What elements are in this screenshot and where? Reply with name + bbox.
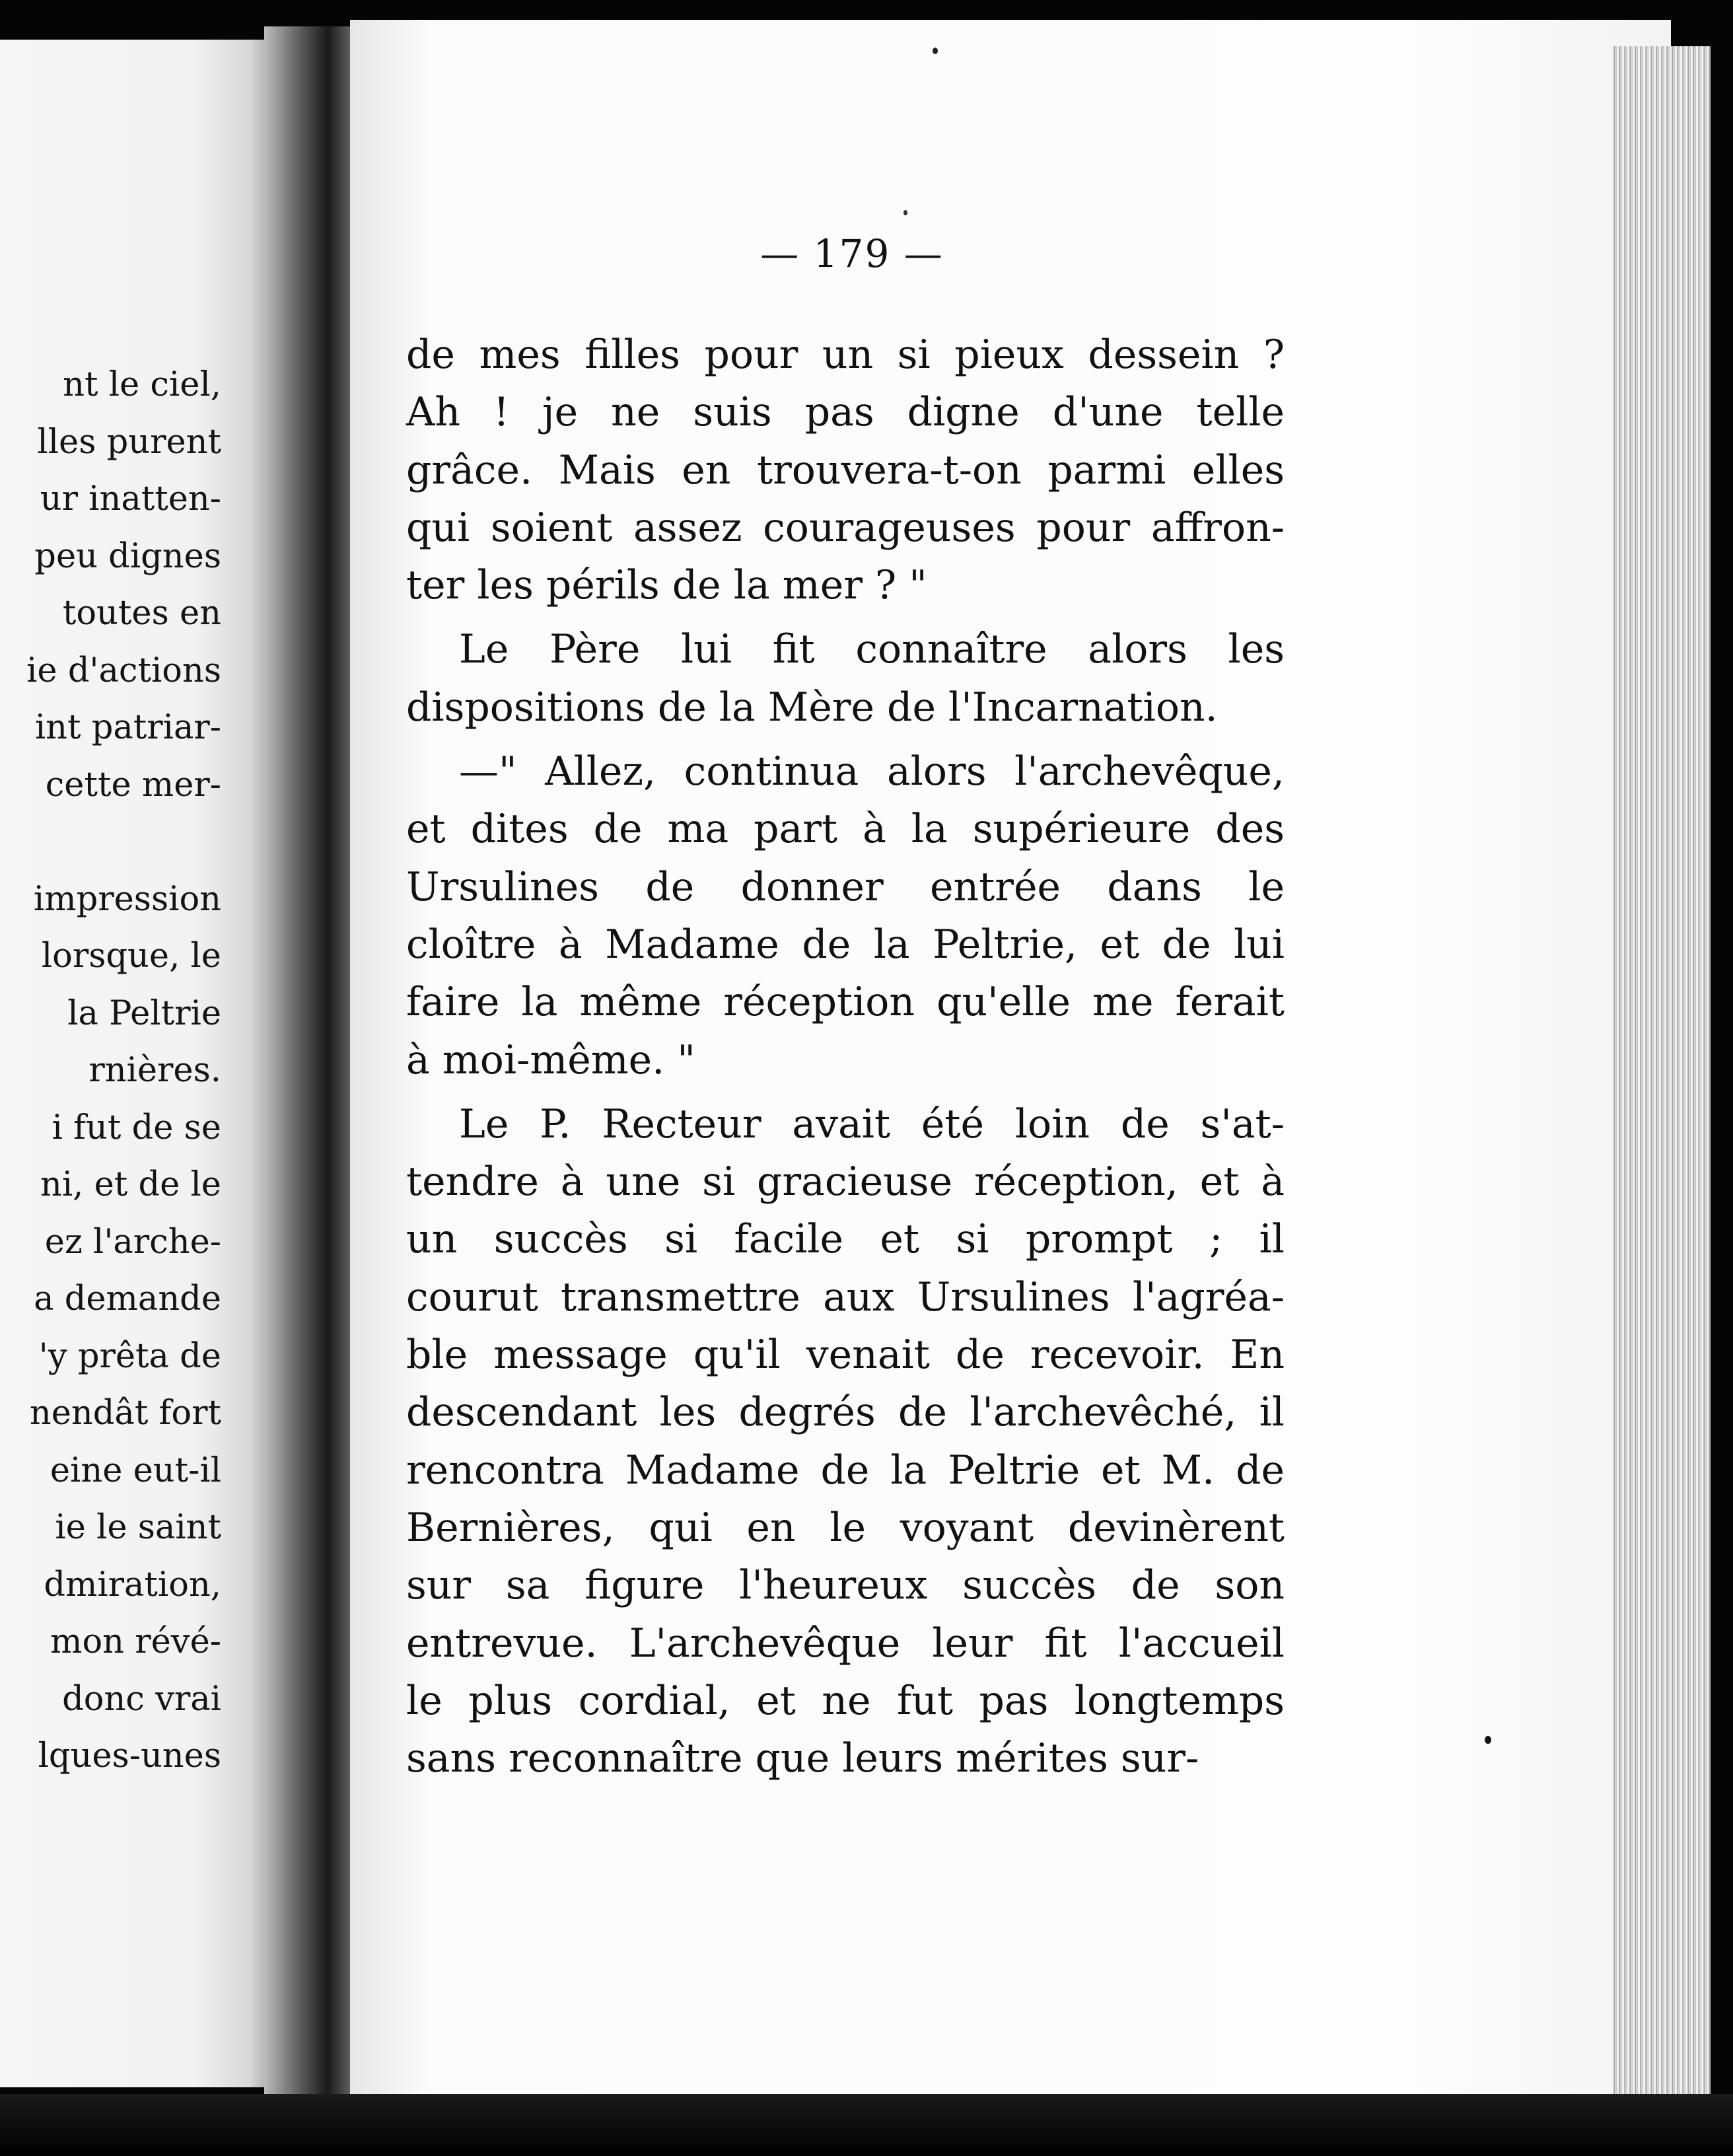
text-line: courut transmettre aux Ursulines l'agréa- bbox=[406, 1274, 1285, 1320]
left-page-line: cette mer- bbox=[45, 765, 221, 805]
left-page-gap bbox=[0, 814, 221, 871]
paragraph-gap bbox=[406, 614, 1285, 621]
text-line: à moi-même. " bbox=[406, 1036, 695, 1083]
text-line: grâce. Mais en trouvera-t-on parmi elles bbox=[406, 447, 1285, 493]
left-page-line: ie le saint bbox=[55, 1508, 221, 1547]
text-line: tendre à une si gracieuse réception, et à bbox=[406, 1159, 1285, 1205]
left-page-line: toutes en bbox=[62, 594, 221, 633]
left-page-line: ez l'arche- bbox=[44, 1222, 221, 1262]
text-line: Ursulines de donner entrée dans le bbox=[406, 863, 1285, 910]
text-line: —" Allez, continua alors l'archevêque, bbox=[459, 748, 1285, 795]
text-line: Le Père lui fit connaître alors les bbox=[459, 626, 1285, 673]
ink-speck bbox=[903, 210, 907, 215]
text-line: un succès si facile et si prompt ; il bbox=[406, 1216, 1285, 1263]
text-line: sans reconnaître que leurs mérites sur- bbox=[406, 1735, 1199, 1782]
left-page-line: mon révé- bbox=[50, 1622, 221, 1661]
text-line: descendant les degrés de l'archevêché, il bbox=[406, 1389, 1285, 1436]
paragraph-gap bbox=[406, 737, 1285, 743]
left-page-line: ie d'actions bbox=[26, 651, 221, 690]
left-page-line: int patriar- bbox=[34, 708, 221, 747]
text-line: sur sa figure l'heureux succès de son bbox=[406, 1562, 1285, 1609]
left-page-line: a demande bbox=[34, 1279, 221, 1318]
bottom-shadow bbox=[0, 2094, 1733, 2156]
text-line: faire la même réception qu'elle me ferait bbox=[406, 979, 1285, 1026]
left-page-line: dmiration, bbox=[44, 1565, 221, 1604]
left-page-line: nendât fort bbox=[29, 1394, 221, 1433]
left-page-line: donc vrai bbox=[62, 1679, 221, 1719]
text-line: rencontra Madame de la Peltrie et M. de bbox=[406, 1447, 1285, 1493]
text-line: et dites de ma part à la supérieure des bbox=[406, 806, 1285, 853]
ink-speck bbox=[933, 48, 938, 54]
left-page-line: rnières. bbox=[88, 1051, 221, 1090]
page-number: — 179 — bbox=[760, 231, 944, 276]
left-page-line: lques-unes bbox=[38, 1737, 221, 1776]
left-page-line: lles purent bbox=[37, 422, 221, 462]
left-page-line: eine eut-il bbox=[50, 1451, 221, 1490]
left-page-line: peu dignes bbox=[34, 536, 221, 576]
text-line: Le P. Recteur avait été loin de s'at- bbox=[459, 1100, 1285, 1147]
text-line: de mes filles pour un si pieux dessein ? bbox=[406, 332, 1285, 378]
text-line: Ah ! je ne suis pas digne d'une telle bbox=[406, 389, 1285, 436]
paragraph-gap bbox=[406, 1089, 1285, 1096]
body-text bbox=[406, 326, 1285, 1787]
left-page-line: nt le ciel, bbox=[63, 365, 221, 404]
left-page-line: lorsque, le bbox=[41, 937, 221, 976]
left-page-line: ni, et de le bbox=[40, 1165, 221, 1204]
left-page bbox=[0, 40, 277, 2087]
text-line: le plus cordial, et ne fut pas longtemps bbox=[406, 1677, 1285, 1724]
text-line: ter les périls de la mer ? " bbox=[406, 562, 927, 609]
left-page-line: ur inatten- bbox=[40, 480, 221, 519]
ink-speck bbox=[1485, 1736, 1491, 1744]
text-line: Bernières, qui en le voyant devinèrent bbox=[406, 1504, 1285, 1551]
left-page-line: 'y prêta de bbox=[38, 1336, 221, 1376]
text-line: qui soient assez courageuses pour affron- bbox=[406, 504, 1285, 551]
left-page-line: i fut de se bbox=[52, 1108, 221, 1147]
text-line: entrevue. L'archevêque leur fit l'accueil bbox=[406, 1620, 1285, 1667]
left-page-line: impression bbox=[33, 879, 221, 919]
left-page-text bbox=[0, 357, 221, 1785]
text-line: cloître à Madame de la Peltrie, et de lui bbox=[406, 921, 1285, 968]
left-page-line: la Peltrie bbox=[67, 993, 221, 1033]
text-line: ble message qu'il venait de recevoir. En bbox=[406, 1332, 1285, 1379]
text-line: dispositions de la Mère de l'Incarnation. bbox=[406, 684, 1218, 731]
page-edges bbox=[1611, 46, 1711, 2107]
